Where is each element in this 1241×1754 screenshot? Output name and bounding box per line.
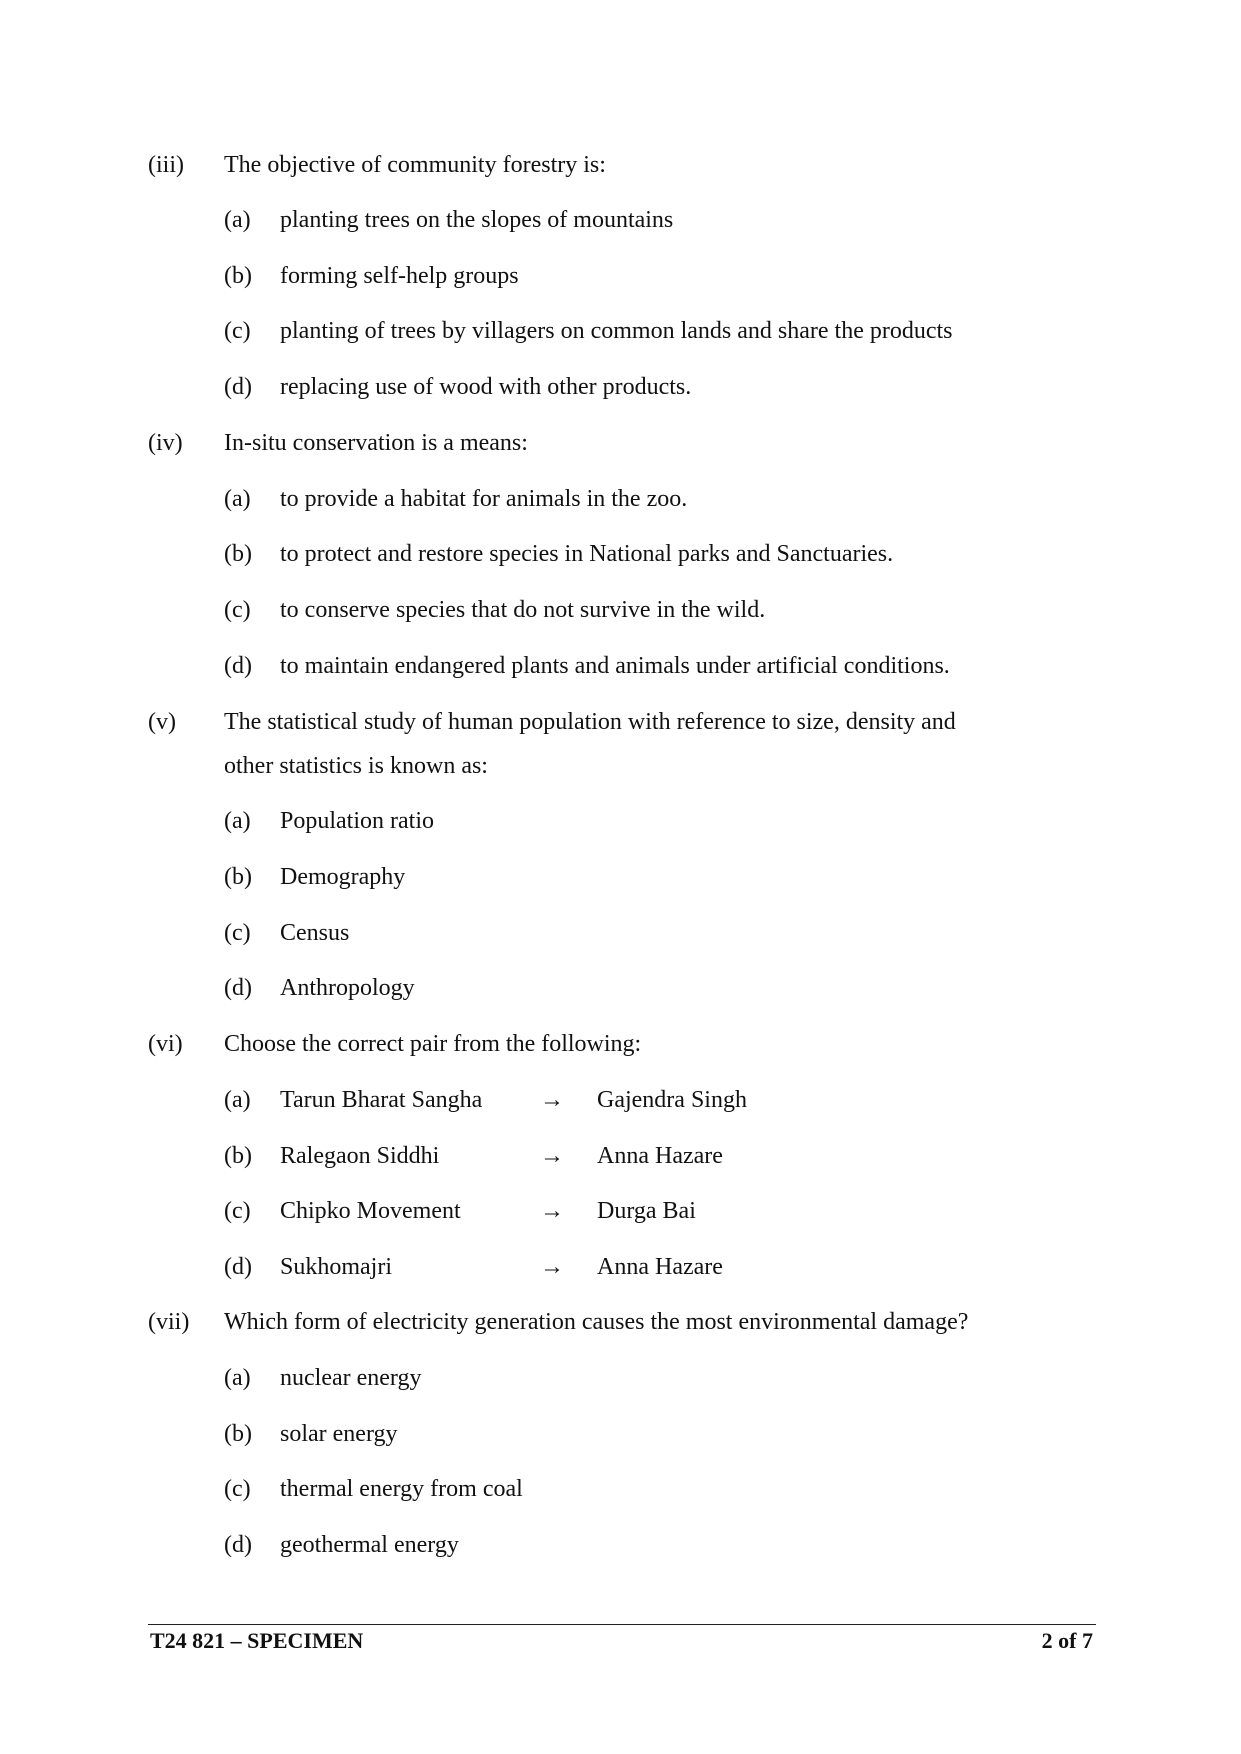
right-arrow-icon: →: [540, 1143, 564, 1169]
question-text: In-situ conservation is a means:: [224, 430, 528, 456]
footer-divider: [148, 1624, 1096, 1625]
option-label: (b): [224, 1143, 252, 1169]
option-text: planting of trees by villagers on common lands and share the products: [280, 318, 953, 344]
option-label: (b): [224, 864, 252, 890]
option-text: Population ratio: [280, 808, 434, 834]
question-text: The statistical study of human population with reference to size, density and: [224, 709, 956, 735]
option-label: (d): [224, 374, 252, 400]
question-text-continued: other statistics is known as:: [224, 753, 488, 779]
pair-left: Ralegaon Siddhi: [280, 1143, 440, 1169]
pair-right: Anna Hazare: [597, 1143, 723, 1169]
option-label: (d): [224, 1532, 252, 1558]
option-text: to maintain endangered plants and animals under artificial conditions.: [280, 653, 950, 679]
option-label: (a): [224, 1087, 251, 1113]
right-arrow-icon: →: [540, 1087, 564, 1113]
right-arrow-icon: →: [540, 1198, 564, 1224]
option-label: (c): [224, 597, 251, 623]
option-label: (c): [224, 1476, 251, 1502]
option-text: thermal energy from coal: [280, 1476, 523, 1502]
option-text: to protect and restore species in National parks and Sanctuaries.: [280, 541, 894, 567]
option-text: solar energy: [280, 1421, 398, 1447]
option-text: to conserve species that do not survive in the wild.: [280, 597, 766, 623]
option-text: Census: [280, 920, 350, 946]
option-label: (a): [224, 1365, 251, 1391]
paper-code: T24 821 – SPECIMEN: [150, 1628, 364, 1653]
option-text: forming self-help groups: [280, 263, 519, 289]
question-text: Which form of electricity generation causes the most environmental damage?: [224, 1309, 969, 1335]
question-number: (v): [148, 709, 176, 735]
option-label: (a): [224, 808, 251, 834]
question-number: (vii): [148, 1309, 190, 1335]
question-number: (iv): [148, 430, 183, 456]
pair-left: Tarun Bharat Sangha: [280, 1087, 483, 1113]
question-number: (vi): [148, 1031, 183, 1057]
pair-right: Durga Bai: [597, 1198, 696, 1224]
option-text: replacing use of wood with other products.: [280, 374, 692, 400]
option-text: Demography: [280, 864, 406, 890]
option-label: (d): [224, 975, 252, 1001]
option-text: planting trees on the slopes of mountains: [280, 207, 674, 233]
pair-right: Anna Hazare: [597, 1254, 723, 1280]
pair-left: Sukhomajri: [280, 1254, 392, 1280]
right-arrow-icon: →: [540, 1254, 564, 1280]
question-text: The objective of community forestry is:: [224, 152, 606, 178]
option-label: (c): [224, 1198, 251, 1224]
option-label: (a): [224, 486, 251, 512]
option-label: (d): [224, 653, 252, 679]
option-label: (b): [224, 1421, 252, 1447]
pair-left: Chipko Movement: [280, 1198, 461, 1224]
option-text: Anthropology: [280, 975, 415, 1001]
pair-right: Gajendra Singh: [597, 1087, 747, 1113]
question-number: (iii): [148, 152, 184, 178]
option-label: (c): [224, 920, 251, 946]
page-number: 2 of 7: [1041, 1628, 1093, 1653]
option-label: (a): [224, 207, 251, 233]
option-label: (d): [224, 1254, 252, 1280]
option-text: nuclear energy: [280, 1365, 422, 1391]
option-label: (c): [224, 318, 251, 344]
option-label: (b): [224, 541, 252, 567]
option-text: to provide a habitat for animals in the zoo.: [280, 486, 688, 512]
option-label: (b): [224, 263, 252, 289]
option-text: geothermal energy: [280, 1532, 459, 1558]
question-text: Choose the correct pair from the following:: [224, 1031, 642, 1057]
